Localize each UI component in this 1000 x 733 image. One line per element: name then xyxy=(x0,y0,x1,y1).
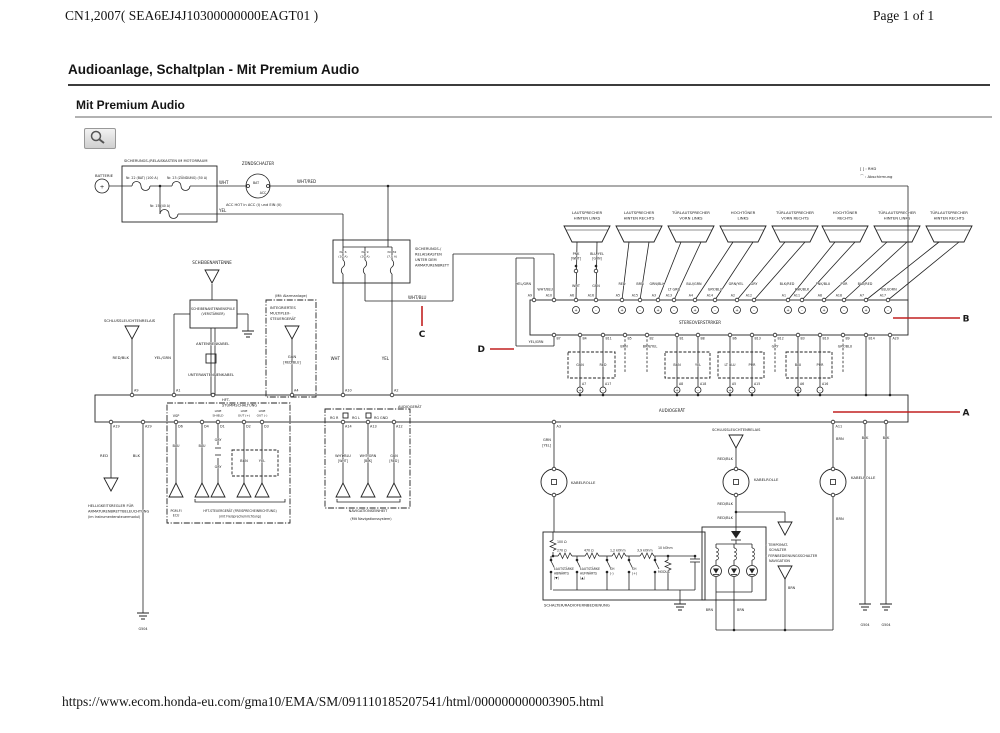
svg-text:⌒ : Abschirmung: ⌒ : Abschirmung xyxy=(860,174,893,179)
svg-text:LT BLU: LT BLU xyxy=(724,363,736,367)
svg-text:WHT/GRN: WHT/GRN xyxy=(359,454,377,458)
svg-text:BLU/RED: BLU/RED xyxy=(857,282,873,286)
svg-text:GRY: GRY xyxy=(214,465,222,469)
svg-text:TÜRLAUTSPRECHER: TÜRLAUTSPRECHER xyxy=(930,210,968,215)
svg-text:B11: B11 xyxy=(605,336,612,341)
svg-text:A5: A5 xyxy=(732,382,737,386)
svg-text:BLU: BLU xyxy=(794,363,802,367)
svg-text:RED/BLK: RED/BLK xyxy=(717,502,733,506)
svg-text:BATTERIE: BATTERIE xyxy=(95,173,114,178)
svg-text:-: - xyxy=(673,307,675,313)
svg-text:+: + xyxy=(786,307,790,313)
svg-text:LINE: LINE xyxy=(214,409,222,413)
svg-text:KABELROLLE: KABELROLLE xyxy=(571,480,596,485)
svg-text:WHT/BLU: WHT/BLU xyxy=(408,295,427,300)
svg-text:A4: A4 xyxy=(294,388,299,393)
svg-text:A14: A14 xyxy=(345,424,352,429)
svg-text:GRN/BLK: GRN/BLK xyxy=(649,282,665,286)
svg-text:D2: D2 xyxy=(246,424,251,429)
svg-text:ARMATURENBRETTBELEUCHTUNG: ARMATURENBRETTBELEUCHTUNG xyxy=(88,509,150,514)
svg-text:BLU/ORN: BLU/ORN xyxy=(881,287,897,292)
svg-text:B2: B2 xyxy=(649,336,654,341)
svg-text:A18: A18 xyxy=(835,293,842,298)
svg-text:A9: A9 xyxy=(527,293,532,298)
svg-text:TÜRLAUTSPRECHER: TÜRLAUTSPRECHER xyxy=(878,210,916,215)
svg-text:HINTEN RECHTS: HINTEN RECHTS xyxy=(623,215,655,221)
svg-text:GRN: GRN xyxy=(390,454,398,458)
svg-text:BAT: BAT xyxy=(252,181,260,185)
svg-text:RECHTS: RECHTS xyxy=(837,215,853,221)
svg-text:-: - xyxy=(843,307,845,313)
svg-text:KABELROLLE: KABELROLLE xyxy=(851,475,876,480)
svg-text:B12: B12 xyxy=(777,336,784,341)
svg-text:BLU: BLU xyxy=(172,444,180,448)
svg-text:-: - xyxy=(819,387,821,393)
svg-text:BRN: BRN xyxy=(788,586,796,590)
svg-text:UNTERANTENNENKABEL: UNTERANTENNENKABEL xyxy=(188,372,235,377)
speaker-symbols xyxy=(564,210,972,242)
svg-text:VSP: VSP xyxy=(172,414,180,418)
svg-text:RG GND: RG GND xyxy=(374,416,388,420)
svg-text:RED/BLK: RED/BLK xyxy=(112,355,129,360)
svg-text:ECU: ECU xyxy=(172,513,180,518)
svg-text:ZÜNDSCHALTER: ZÜNDSCHALTER xyxy=(241,161,275,166)
svg-text:GRN/YEL: GRN/YEL xyxy=(728,282,744,286)
svg-text:A3: A3 xyxy=(556,424,561,429)
svg-text:+: + xyxy=(693,307,697,313)
svg-text:A17: A17 xyxy=(605,382,612,386)
svg-text:10 kOhm: 10 kOhm xyxy=(658,546,673,550)
svg-text:PNK: PNK xyxy=(572,252,580,256)
svg-text:AUFWÄRTS: AUFWÄRTS xyxy=(580,571,597,576)
svg-text:BLK: BLK xyxy=(882,436,890,440)
svg-text:LT GRN: LT GRN xyxy=(667,287,681,292)
svg-text:MULTIPLEX-: MULTIPLEX- xyxy=(270,311,291,316)
svg-text:BRN: BRN xyxy=(620,344,628,349)
svg-text:RED/BLK: RED/BLK xyxy=(717,516,733,520)
svg-text:ARMATURENBRETT: ARMATURENBRETT xyxy=(415,263,450,268)
svg-text:BRN: BRN xyxy=(240,459,248,463)
svg-text:A10: A10 xyxy=(545,293,552,298)
svg-text:YEL: YEL xyxy=(381,356,389,361)
svg-text:STUMMSCHALTUNG: STUMMSCHALTUNG xyxy=(222,403,258,408)
svg-text:RG L: RG L xyxy=(352,416,360,420)
svg-text:[BLK]: [BLK] xyxy=(363,459,373,463)
svg-text:ACC HOT in ACC (I) und EIN (II: ACC HOT in ACC (I) und EIN (II) xyxy=(226,203,282,207)
svg-text:- TEMPOMAT-: - TEMPOMAT- xyxy=(766,543,789,547)
svg-text:HINTEN LINKS: HINTEN LINKS xyxy=(573,215,601,221)
svg-text:ANTENNENKABEL: ANTENNENKABEL xyxy=(196,341,230,346)
svg-text:C: C xyxy=(418,330,426,340)
svg-text:A11: A11 xyxy=(793,293,800,298)
svg-text:YEL: YEL xyxy=(258,459,266,463)
svg-text:A15: A15 xyxy=(631,293,638,298)
svg-text:1,2 kOhm: 1,2 kOhm xyxy=(610,548,626,553)
svg-text:-: - xyxy=(801,307,803,313)
svg-text:VORN RECHTS: VORN RECHTS xyxy=(781,215,809,221)
svg-text:A9: A9 xyxy=(134,388,139,393)
svg-text:(mit Freisprecheinrichtung): (mit Freisprecheinrichtung) xyxy=(219,514,261,519)
svg-text:-: - xyxy=(639,307,641,313)
braces xyxy=(195,499,400,502)
svg-text:YEL: YEL xyxy=(694,363,702,367)
svg-text:BRN: BRN xyxy=(836,437,844,441)
svg-text:(+): (+) xyxy=(632,571,638,576)
svg-text:Nr. 9: Nr. 9 xyxy=(361,250,369,254)
svg-text:A29: A29 xyxy=(145,424,152,429)
svg-text:BLK/RED: BLK/RED xyxy=(779,282,795,286)
svg-text:AUDIOGERÄT: AUDIOGERÄT xyxy=(398,405,422,409)
svg-text:WHT: WHT xyxy=(330,356,340,361)
svg-text:HOCHTÖNER: HOCHTÖNER xyxy=(832,210,858,215)
svg-text:KABELROLLE: KABELROLLE xyxy=(754,477,779,482)
svg-text:LINE: LINE xyxy=(258,409,266,413)
svg-text:A5: A5 xyxy=(615,293,620,298)
svg-text:A20: A20 xyxy=(892,336,899,341)
svg-text:YEL: YEL xyxy=(219,208,227,213)
svg-text:(im Instrumentensteuermodul): (im Instrumentensteuermodul) xyxy=(88,515,141,519)
svg-text:A12: A12 xyxy=(745,293,752,298)
svg-text:A16: A16 xyxy=(587,293,594,298)
svg-text:[WHT]: [WHT] xyxy=(338,459,348,463)
polarity-connectors xyxy=(573,307,892,394)
svg-text:MODUS: MODUS xyxy=(658,570,670,574)
svg-text:HINTEN RECHTS: HINTEN RECHTS xyxy=(933,215,965,221)
svg-text:A7: A7 xyxy=(582,382,587,386)
svg-text:RG R: RG R xyxy=(330,416,339,420)
svg-text:WHT/BLU: WHT/BLU xyxy=(537,287,553,292)
svg-text:100 Ω: 100 Ω xyxy=(557,540,567,544)
svg-text:+: + xyxy=(796,387,800,393)
svg-text:GRY: GRY xyxy=(750,282,758,286)
svg-text:(▼): (▼) xyxy=(554,576,559,580)
svg-text:SICHERUNGS-/: SICHERUNGS-/ xyxy=(415,247,442,251)
svg-text:BLU: BLU xyxy=(198,444,206,448)
svg-text:B: B xyxy=(962,314,970,325)
svg-text:HOCHTÖNER: HOCHTÖNER xyxy=(730,210,756,215)
svg-text:LAUTSTÄRKE: LAUTSTÄRKE xyxy=(554,567,574,571)
svg-text:LINE: LINE xyxy=(240,409,248,413)
svg-text:A2: A2 xyxy=(394,388,399,393)
svg-text:B1: B1 xyxy=(679,336,684,341)
svg-text:Nr. 22 (BAT) (100 A): Nr. 22 (BAT) (100 A) xyxy=(126,176,158,180)
svg-text:CH: CH xyxy=(610,567,615,571)
svg-text:PUR: PUR xyxy=(840,282,848,286)
svg-text:G504: G504 xyxy=(860,623,870,627)
source-url: https://www.ecom.honda-eu.com/gma10/EMA/SM/091110185207541/html/000000000003905.html xyxy=(62,694,604,709)
svg-text:NAVIGATION: NAVIGATION xyxy=(769,559,790,563)
svg-text:Nr. 6: Nr. 6 xyxy=(339,250,347,254)
svg-text:STEREOVERSTÄRKER: STEREOVERSTÄRKER xyxy=(678,320,722,325)
ground-symbols xyxy=(137,331,892,619)
svg-text:[ ] : RHD: [ ] : RHD xyxy=(860,166,877,171)
svg-text:YEL/GRN: YEL/GRN xyxy=(528,340,544,344)
svg-text:A7: A7 xyxy=(859,293,864,298)
svg-text:+: + xyxy=(620,307,624,313)
svg-text:A1: A1 xyxy=(176,388,181,393)
svg-text:UNTER DEM: UNTER DEM xyxy=(415,258,437,262)
svg-text:SCHALTER: SCHALTER xyxy=(769,548,787,552)
svg-text:TÜRLAUTSPRECHER: TÜRLAUTSPRECHER xyxy=(672,210,710,215)
svg-text:SCHALTER/RADIOFERNBEDIENUNG: SCHALTER/RADIOFERNBEDIENUNG xyxy=(544,602,610,608)
svg-text:A13: A13 xyxy=(665,293,672,298)
svg-text:-: - xyxy=(753,307,755,313)
svg-text:HINTEN LINKS: HINTEN LINKS xyxy=(883,215,911,221)
diode-symbol xyxy=(731,531,741,539)
svg-text:HELLIGKEITSREGLER FÜR: HELLIGKEITSREGLER FÜR xyxy=(88,504,134,508)
svg-text:BLK: BLK xyxy=(861,436,869,440)
svg-text:A13: A13 xyxy=(370,424,377,429)
svg-text:BRN/YEL: BRN/YEL xyxy=(642,344,658,349)
svg-text:470 Ω: 470 Ω xyxy=(584,548,594,553)
svg-text:(Mit Alarmanlage): (Mit Alarmanlage) xyxy=(274,294,308,298)
svg-text:RED/BLK: RED/BLK xyxy=(717,457,733,461)
svg-text:SCHLUSSLEUCHTENRELAIS: SCHLUSSLEUCHTENRELAIS xyxy=(712,428,761,432)
svg-text:B14: B14 xyxy=(868,336,875,341)
component-boxes xyxy=(95,166,908,600)
svg-text:ACC: ACC xyxy=(259,191,267,195)
svg-text:D3: D3 xyxy=(264,424,269,429)
svg-text:A18: A18 xyxy=(700,382,707,386)
svg-text:Nr. 23 (ZÜNDUNG) (50 A): Nr. 23 (ZÜNDUNG) (50 A) xyxy=(167,176,208,180)
svg-text:SCHEIBENANTENNENSPULE: SCHEIBENANTENNENSPULE xyxy=(191,307,235,311)
svg-text:SCHLUSSLEUCHTENRELAIS: SCHLUSSLEUCHTENRELAIS xyxy=(104,318,156,323)
svg-text:+: + xyxy=(864,307,868,313)
svg-text:PNK/BLK: PNK/BLK xyxy=(794,287,810,292)
svg-text:HFT-: HFT- xyxy=(222,398,230,402)
resistor-symbols xyxy=(550,540,671,571)
svg-text:BLK: BLK xyxy=(132,453,140,458)
led-symbols xyxy=(711,566,758,577)
svg-text:+: + xyxy=(822,307,826,313)
svg-text:GRN: GRN xyxy=(543,438,551,442)
svg-text:WHT: WHT xyxy=(219,180,229,185)
svg-text:A3: A3 xyxy=(651,293,656,298)
coil-symbols xyxy=(716,548,755,560)
svg-text:[WHT]: [WHT] xyxy=(571,256,581,261)
svg-text:GRN: GRN xyxy=(576,363,584,367)
svg-text:A6: A6 xyxy=(569,293,574,298)
svg-text:A: A xyxy=(962,408,970,419)
svg-text:BRN: BRN xyxy=(636,282,644,286)
svg-text:NAVIGATIONSEINHEIT: NAVIGATIONSEINHEIT xyxy=(348,509,388,513)
svg-text:+: + xyxy=(656,307,660,313)
svg-text:-: - xyxy=(602,387,604,393)
svg-text:PGM-FI: PGM-FI xyxy=(170,509,182,513)
svg-text:CH: CH xyxy=(632,567,637,571)
svg-text:-: - xyxy=(887,307,889,313)
svg-text:- FERNBEDIENUNGSSCHALTER: - FERNBEDIENUNGSSCHALTER xyxy=(766,554,818,558)
svg-text:A2: A2 xyxy=(730,293,735,298)
svg-text:RELAISKASTEN: RELAISKASTEN xyxy=(415,252,442,257)
svg-text:A10: A10 xyxy=(345,388,352,393)
svg-text:[RED/BLU]: [RED/BLU] xyxy=(283,360,301,365)
svg-text:TÜRLAUTSPRECHER: TÜRLAUTSPRECHER xyxy=(776,210,814,215)
svg-text:G504: G504 xyxy=(881,623,891,627)
svg-text:BLU/GRN: BLU/GRN xyxy=(686,282,702,286)
svg-text:AUDIOGERÄT: AUDIOGERÄT xyxy=(658,408,686,413)
svg-text:OUT (+): OUT (+) xyxy=(237,413,251,418)
svg-text:BRN: BRN xyxy=(836,517,844,521)
svg-text:B6: B6 xyxy=(732,336,737,341)
svg-text:Nr. 32: Nr. 32 xyxy=(387,250,397,254)
svg-text:A12: A12 xyxy=(396,424,403,429)
document-id: CN1,2007( SEA6EJ4J10300000000EAGT01 ) xyxy=(65,8,319,23)
svg-text:A19: A19 xyxy=(113,424,120,429)
svg-text:(20 A): (20 A) xyxy=(360,254,370,259)
svg-text:SCHEIBENANTENNE: SCHEIBENANTENNE xyxy=(192,260,232,265)
svg-text:WHT/RED: WHT/RED xyxy=(297,179,317,184)
svg-text:+: + xyxy=(574,307,578,313)
svg-text:BRN: BRN xyxy=(737,608,745,612)
svg-text:B9: B9 xyxy=(845,336,850,341)
svg-text:D6: D6 xyxy=(178,424,183,429)
svg-text:GRN: GRN xyxy=(287,354,297,359)
svg-text:RED: RED xyxy=(618,282,626,286)
svg-text:(10 A): (10 A) xyxy=(338,254,348,259)
svg-text:Nr. 15 (40 A): Nr. 15 (40 A) xyxy=(150,204,171,208)
svg-text:A14: A14 xyxy=(706,293,713,298)
svg-text:A6: A6 xyxy=(800,382,805,386)
svg-text:YEL/GRN: YEL/GRN xyxy=(154,355,171,360)
svg-text:B8: B8 xyxy=(700,336,705,341)
svg-text:A17: A17 xyxy=(879,293,886,298)
svg-text:+: + xyxy=(728,387,732,393)
svg-text:PUR: PUR xyxy=(816,363,824,367)
svg-text:[RED]: [RED] xyxy=(389,459,399,463)
svg-text:BRN: BRN xyxy=(705,608,713,612)
svg-text:270 Ω: 270 Ω xyxy=(557,548,567,553)
svg-text:LAUTSTÄRKE: LAUTSTÄRKE xyxy=(580,567,600,571)
svg-text:WHT/BLU: WHT/BLU xyxy=(335,454,351,458)
svg-text:A15: A15 xyxy=(754,382,761,386)
svg-text:[YEL]: [YEL] xyxy=(542,443,551,448)
svg-text:-: - xyxy=(697,387,699,393)
svg-text:A8: A8 xyxy=(817,293,822,298)
svg-text:D1: D1 xyxy=(220,424,225,429)
svg-text:YEL/GRN: YEL/GRN xyxy=(516,282,531,286)
page-title: Audioanlage, Schaltplan - Mit Premium Audio xyxy=(68,62,360,77)
svg-text:(VERSTÄRKER): (VERSTÄRKER) xyxy=(201,312,225,316)
section-subtitle: Mit Premium Audio xyxy=(76,98,185,112)
svg-text:[GRN]: [GRN] xyxy=(592,256,602,261)
svg-text:G504: G504 xyxy=(138,627,148,631)
svg-text:GRN: GRN xyxy=(592,284,600,288)
svg-text:B13: B13 xyxy=(754,336,761,341)
svg-text:WHT: WHT xyxy=(572,284,580,288)
svg-text:D: D xyxy=(477,345,485,355)
svg-text:HFT-STEUERGERÄT (FREISPRECHEIN: HFT-STEUERGERÄT (FREISPRECHEINRICHTUNG) xyxy=(203,509,277,513)
svg-text:BRN: BRN xyxy=(673,363,681,367)
svg-text:B5: B5 xyxy=(627,336,632,341)
svg-text:A4: A4 xyxy=(688,293,693,298)
svg-text:+: + xyxy=(578,387,582,393)
svg-text:B7: B7 xyxy=(556,336,561,341)
svg-text:(-): (-) xyxy=(610,571,614,576)
svg-text:(▲): (▲) xyxy=(580,576,585,580)
svg-text:+: + xyxy=(735,307,739,313)
svg-text:RED: RED xyxy=(100,453,108,458)
svg-text:A16: A16 xyxy=(822,382,829,386)
svg-text:D4: D4 xyxy=(204,424,209,429)
svg-text:GRY/BLU: GRY/BLU xyxy=(707,287,723,292)
svg-text:+: + xyxy=(675,387,679,393)
svg-text:B10: B10 xyxy=(822,336,829,341)
svg-text:ABWÄRTS: ABWÄRTS xyxy=(554,571,569,576)
svg-text:B3: B3 xyxy=(800,336,805,341)
svg-text:LINKS: LINKS xyxy=(737,215,749,221)
svg-text:-: - xyxy=(714,307,716,313)
svg-text:OUT (-): OUT (-) xyxy=(256,413,268,418)
svg-text:SHIELD: SHIELD xyxy=(212,413,224,418)
svg-text:LAUTSPRECHER: LAUTSPRECHER xyxy=(571,210,603,215)
svg-text:+: + xyxy=(99,184,105,191)
svg-text:INTEGRIERTES: INTEGRIERTES xyxy=(270,306,296,310)
svg-text:A11: A11 xyxy=(835,424,843,429)
page-number: Page 1 of 1 xyxy=(873,8,935,23)
svg-text:LAUTSPRECHER: LAUTSPRECHER xyxy=(623,210,655,215)
svg-text:RED: RED xyxy=(599,363,607,367)
svg-text:A8: A8 xyxy=(679,382,684,386)
svg-text:3,9 kOhm: 3,9 kOhm xyxy=(637,548,653,553)
svg-text:GRY/BLU: GRY/BLU xyxy=(837,344,853,349)
svg-text:GRY: GRY xyxy=(214,438,222,442)
svg-text:STEUERGERÄT: STEUERGERÄT xyxy=(270,317,296,321)
svg-text:PNK/BLU: PNK/BLU xyxy=(815,282,831,286)
svg-text:-: - xyxy=(751,387,753,393)
svg-text:VORN LINKS: VORN LINKS xyxy=(679,215,703,221)
svg-text:(Mit Navigationssystem): (Mit Navigationssystem) xyxy=(350,517,392,521)
svg-text:(7,5 A): (7,5 A) xyxy=(386,254,398,259)
svg-text:A1: A1 xyxy=(781,293,786,298)
svg-text:SICHERUNGS-/RELAISKASTEN IM MO: SICHERUNGS-/RELAISKASTEN IM MOTORRAUM xyxy=(124,159,208,163)
svg-text:BLU/YEL: BLU/YEL xyxy=(590,252,604,256)
junction-dots xyxy=(159,185,892,632)
svg-text:GRY: GRY xyxy=(771,344,779,349)
svg-text:B4: B4 xyxy=(582,336,587,341)
svg-text:-: - xyxy=(595,307,597,313)
svg-text:PUR: PUR xyxy=(748,363,756,367)
